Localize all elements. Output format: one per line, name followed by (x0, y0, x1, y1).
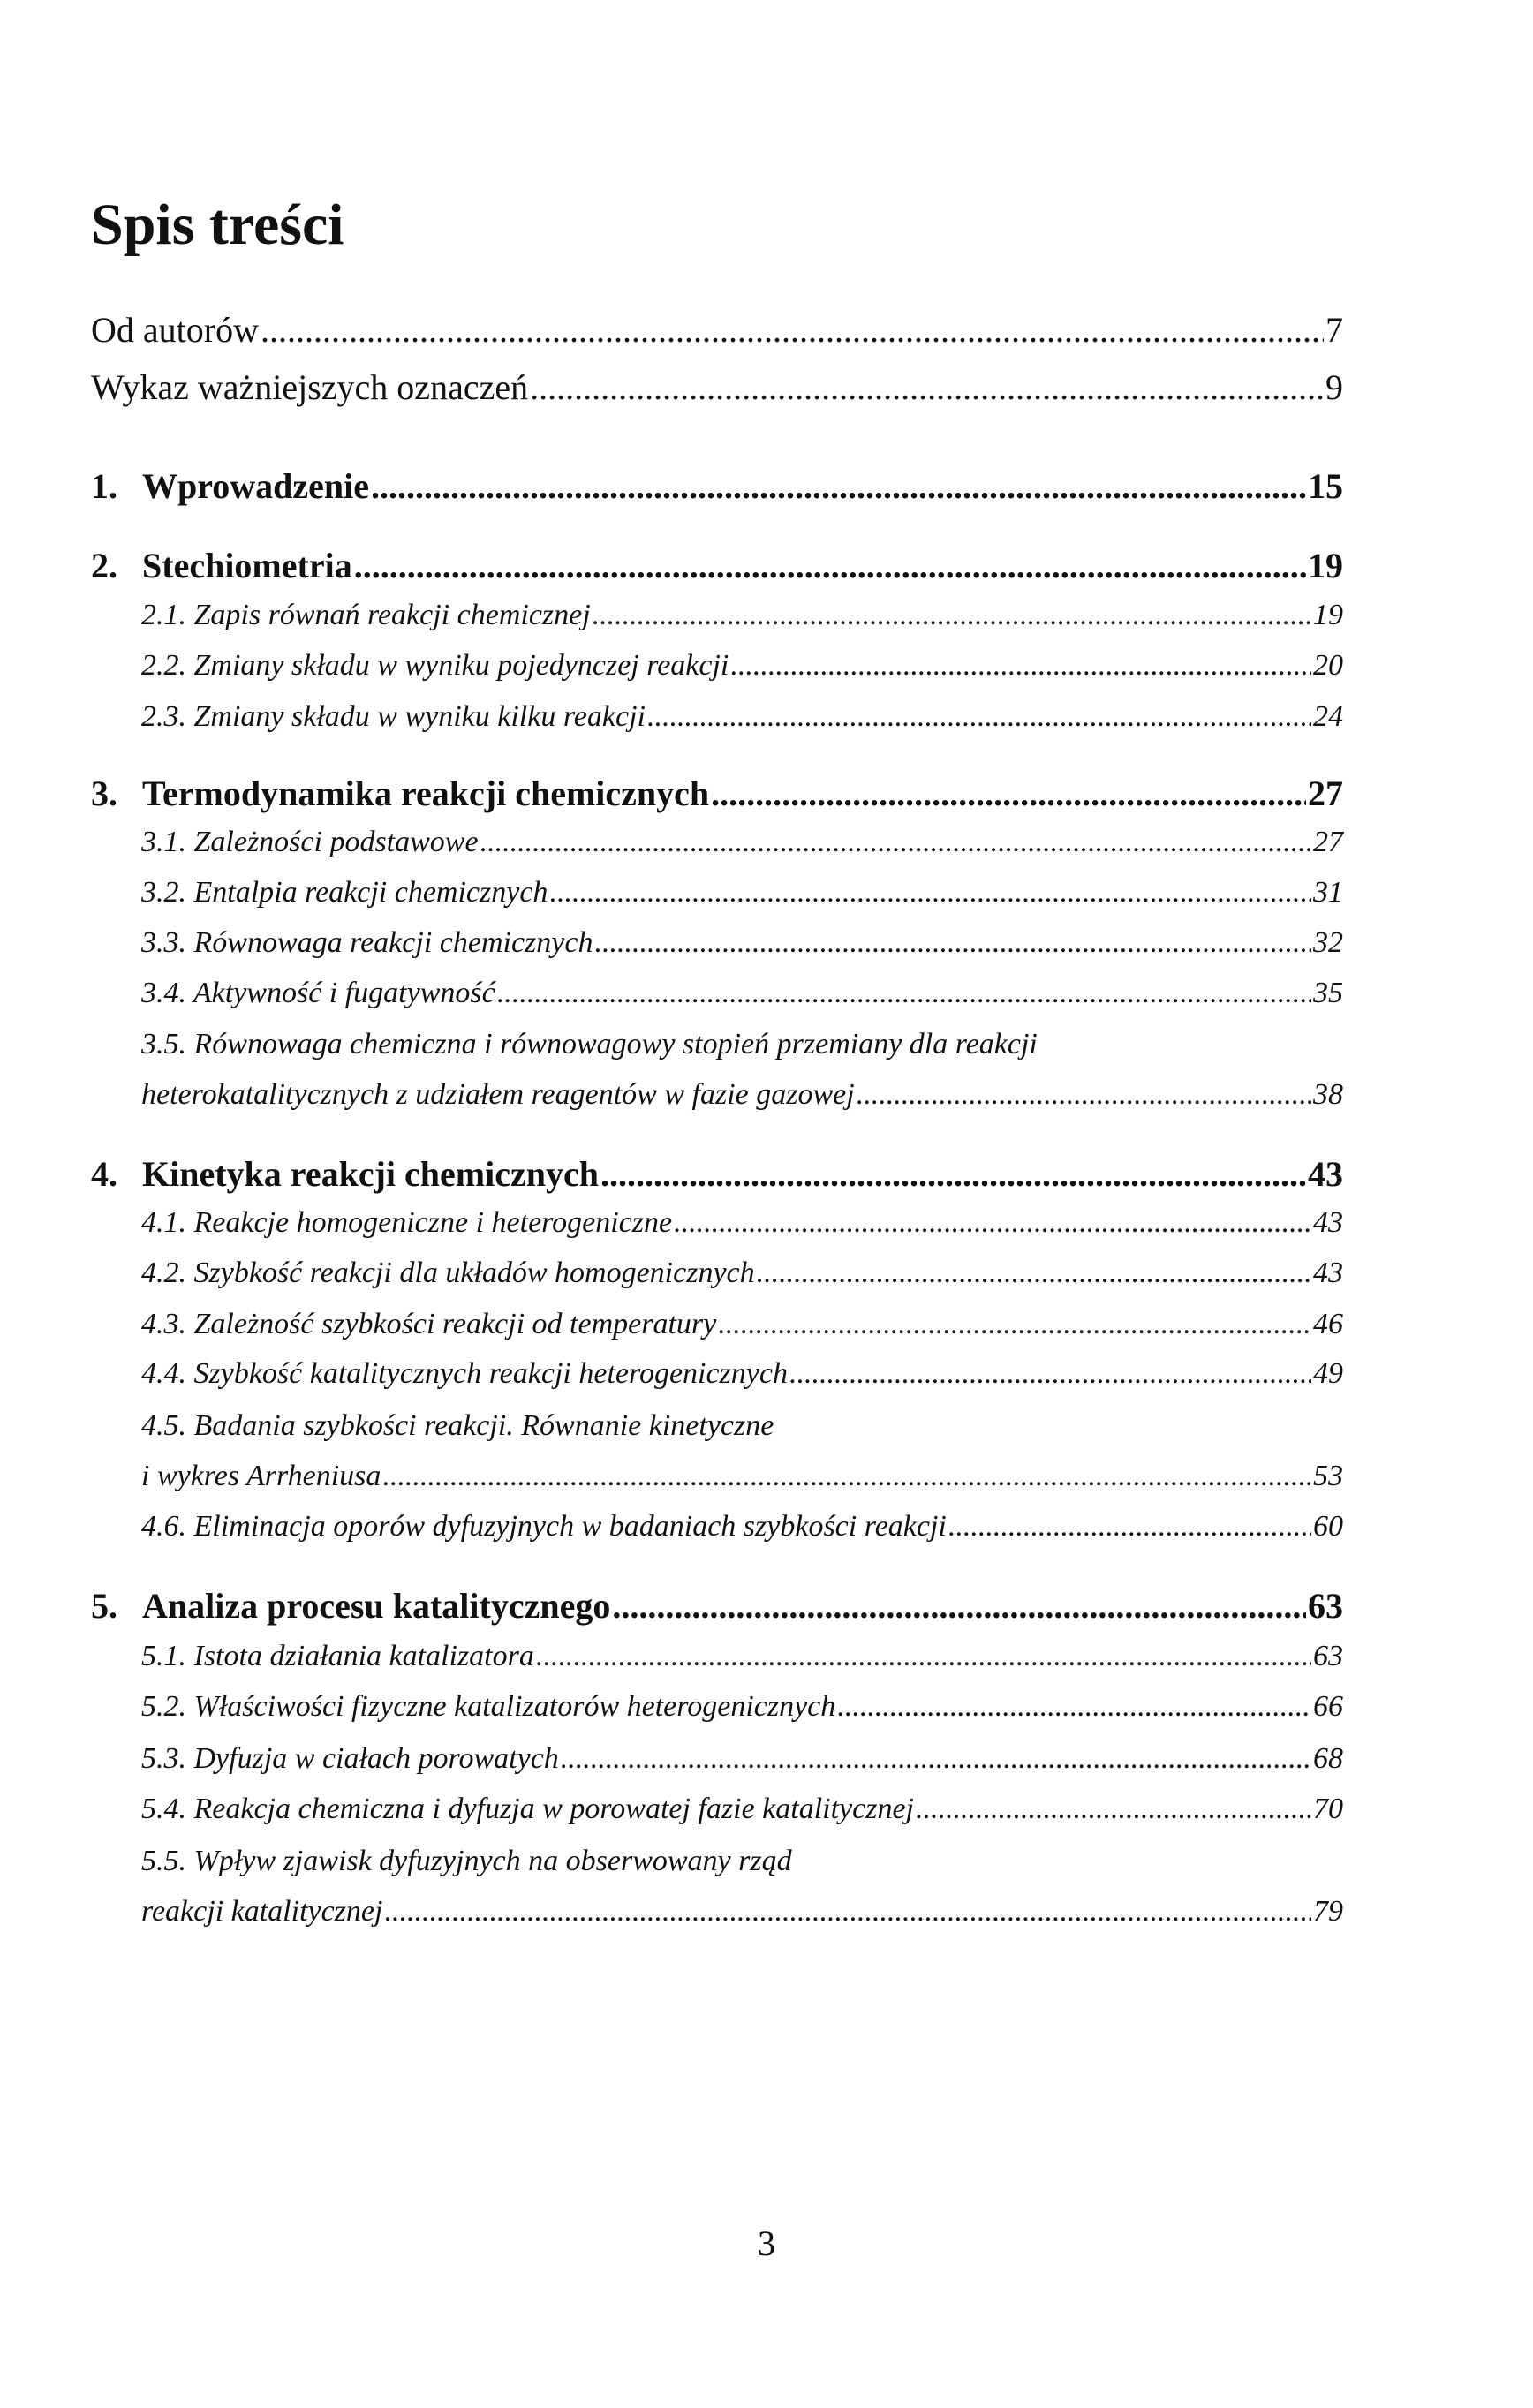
toc-section[interactable] (141, 1257, 1343, 1290)
toc-page-number: 31 (1313, 876, 1343, 909)
dot-leader (594, 926, 1311, 960)
toc-page-number: 27 (1313, 826, 1343, 858)
section-title-continuation: heterokatalitycznych z udziałem reagentów w fazie gazowej (141, 1078, 855, 1111)
dot-leader (480, 826, 1311, 859)
toc-section[interactable] (141, 599, 1343, 632)
toc-section[interactable] (141, 1460, 1343, 1493)
toc-page-number: 63 (1313, 1640, 1343, 1672)
toc-section-first-line[interactable]: 3.5. Równowaga chemiczna i równowagowy stopień przemiany dla reakcji (141, 1028, 1038, 1061)
section-title: 4.3. Zależność szybkości reakcji od temperatury (141, 1308, 717, 1340)
toc-entry-front-matter[interactable] (91, 366, 1343, 408)
toc-page-number: 68 (1313, 1742, 1343, 1775)
chapter-title: Termodynamika reakcji chemicznych (142, 774, 710, 813)
dot-leader (600, 1153, 1306, 1195)
toc-page-number: 27 (1308, 774, 1343, 813)
toc-entry-label: Wykaz ważniejszych oznaczeń (91, 367, 529, 407)
toc-page-number: 19 (1308, 546, 1343, 585)
toc-section[interactable] (141, 1690, 1343, 1724)
toc-section[interactable] (141, 926, 1343, 960)
dot-leader (789, 1357, 1311, 1391)
dot-leader (916, 1793, 1311, 1826)
section-title: 3.2. Entalpia reakcji chemicznych (141, 876, 548, 909)
toc-section[interactable] (141, 876, 1343, 910)
dot-leader (382, 1460, 1311, 1493)
toc-section[interactable] (141, 1742, 1343, 1776)
toc-page-number: 63 (1308, 1586, 1343, 1626)
section-title: 3.4. Aktywność i fugatywność (141, 977, 495, 1009)
page-number: 3 (758, 2223, 775, 2263)
section-title: 2.2. Zmiany składu w wyniku pojedynczej reakcji (141, 649, 729, 682)
toc-page-number: 19 (1313, 599, 1343, 631)
chapter-number: 3. (91, 774, 117, 813)
section-title: 5.2. Właściwości fizyczne katalizatorów heterogenicznych (141, 1690, 836, 1723)
toc-section-first-line[interactable]: 4.5. Badania szybkości reakcji. Równanie kinetyczne (141, 1409, 774, 1442)
section-title: 4.4. Szybkość katalitycznych reakcji heterogenicznych (141, 1357, 788, 1390)
toc-section[interactable] (141, 1640, 1343, 1673)
toc-page-number: 60 (1313, 1510, 1343, 1543)
section-title-continuation: i wykres Arrheniusa (141, 1460, 381, 1492)
dot-leader (354, 545, 1306, 586)
section-title: 2.3. Zmiany składu w wyniku kilku reakcji (141, 700, 646, 733)
toc-section[interactable] (141, 1308, 1343, 1341)
dot-leader (612, 1585, 1306, 1627)
chapter-title: Kinetyka reakcji chemicznych (142, 1154, 599, 1194)
toc-page-number: 53 (1313, 1460, 1343, 1492)
toc-page-number: 43 (1308, 1154, 1343, 1194)
dot-leader (384, 1895, 1311, 1929)
toc-page-number: 70 (1313, 1793, 1343, 1825)
toc-page-number: 24 (1313, 700, 1343, 733)
section-title: 4.2. Szybkość reakcji dla układów homogenicznych (141, 1257, 755, 1289)
section-title-continuation: reakcji katalitycznej (141, 1895, 383, 1928)
toc-section[interactable] (141, 700, 1343, 734)
toc-chapter-4[interactable] (91, 1153, 1343, 1195)
chapter-number: 1. (91, 466, 117, 506)
chapter-number: 2. (91, 546, 117, 585)
chapter-number: 5. (91, 1586, 117, 1626)
toc-page-number: 43 (1313, 1206, 1343, 1239)
dot-leader (718, 1308, 1311, 1341)
toc-page-number: 20 (1313, 649, 1343, 682)
dot-leader (730, 649, 1311, 683)
section-title: 4.1. Reakcje homogeniczne i heterogeniczne (141, 1206, 673, 1239)
toc-section-first-line[interactable]: 5.5. Wpływ zjawisk dyfuzyjnych na obserwowany rząd (141, 1845, 792, 1877)
chapter-title: Wprowadzenie (142, 466, 370, 506)
toc-chapter-3[interactable] (91, 773, 1343, 814)
toc-section[interactable] (141, 826, 1343, 859)
toc-section[interactable] (141, 1510, 1343, 1544)
toc-page-number: 43 (1313, 1257, 1343, 1289)
section-title: 4.6. Eliminacja oporów dyfuzyjnych w badaniach szybkości reakcji (141, 1510, 947, 1543)
page-title: Spis treści (91, 192, 344, 257)
dot-leader (261, 309, 1324, 351)
dot-leader (530, 366, 1324, 408)
dot-leader (371, 465, 1306, 507)
toc-entry-front-matter[interactable] (91, 309, 1343, 351)
dot-leader (857, 1078, 1311, 1112)
toc-section[interactable] (141, 1078, 1343, 1112)
section-title: 5.4. Reakcja chemiczna i dyfuzja w porowatej fazie katalitycznej (141, 1793, 915, 1825)
toc-section[interactable] (141, 1895, 1343, 1929)
section-title: 3.1. Zależności podstawowe (141, 826, 479, 858)
dot-leader (561, 1742, 1311, 1776)
dot-leader (647, 700, 1311, 734)
dot-leader (837, 1690, 1311, 1724)
toc-entry-label: Od autorów (91, 310, 259, 350)
dot-leader (757, 1257, 1311, 1290)
toc-section[interactable] (141, 1357, 1343, 1391)
toc-page-number: 35 (1313, 977, 1343, 1009)
section-title: 3.3. Równowaga reakcji chemicznych (141, 926, 593, 959)
toc-chapter-2[interactable] (91, 545, 1343, 586)
dot-leader (497, 977, 1311, 1010)
dot-leader (593, 599, 1311, 632)
dot-leader (549, 876, 1311, 910)
toc-section[interactable] (141, 649, 1343, 683)
toc-chapter-1[interactable] (91, 465, 1343, 507)
chapter-title: Stechiometria (142, 546, 352, 585)
dot-leader (711, 773, 1306, 814)
toc-page-number: 38 (1313, 1078, 1343, 1111)
dot-leader (536, 1640, 1311, 1673)
dot-leader (948, 1510, 1311, 1544)
toc-chapter-5[interactable] (91, 1585, 1343, 1627)
section-title: 5.3. Dyfuzja w ciałach porowatych (141, 1742, 559, 1775)
toc-page-number: 15 (1308, 466, 1343, 506)
toc-page-number: 7 (1325, 310, 1343, 350)
toc-page-number: 79 (1313, 1895, 1343, 1928)
toc-page-number: 66 (1313, 1690, 1343, 1723)
chapter-number: 4. (91, 1154, 117, 1194)
toc-section[interactable] (141, 977, 1343, 1010)
toc-page-number: 9 (1325, 367, 1343, 407)
chapter-title: Analiza procesu katalitycznego (142, 1586, 611, 1626)
toc-page-number: 32 (1313, 926, 1343, 959)
section-title: 5.1. Istota działania katalizatora (141, 1640, 534, 1672)
section-title: 2.1. Zapis równań reakcji chemicznej (141, 599, 591, 631)
dot-leader (674, 1206, 1311, 1240)
toc-section[interactable] (141, 1206, 1343, 1240)
toc-page-number: 49 (1313, 1357, 1343, 1390)
toc-section[interactable] (141, 1793, 1343, 1826)
toc-page-number: 46 (1313, 1308, 1343, 1340)
